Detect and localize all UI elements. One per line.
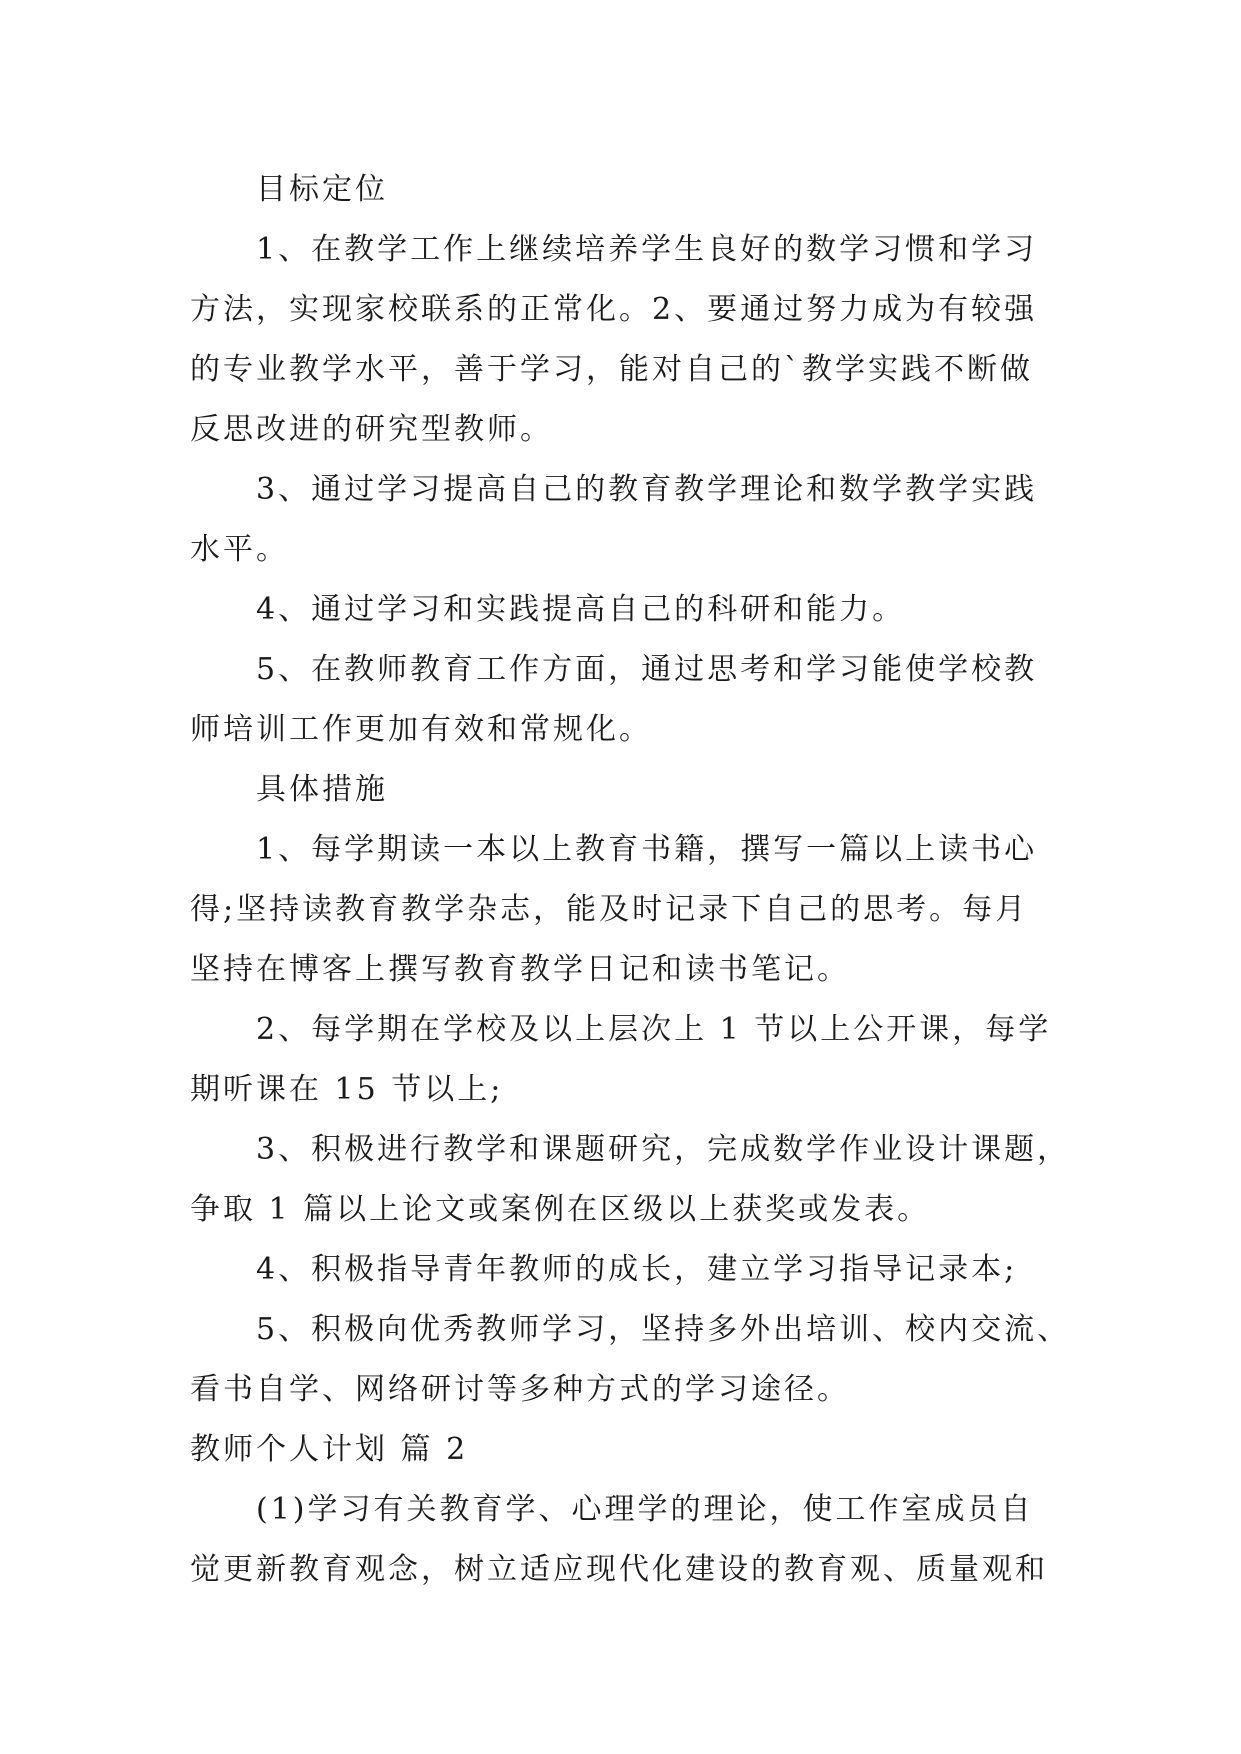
paragraph-line: 4、通过学习和实践提高自己的科研和能力。 (256, 592, 906, 627)
paragraph-line: 1、每学期读一本以上教育书籍，撰写一篇以上读书心 (256, 832, 1038, 867)
paragraph-line: 坚持在博客上撰写教育教学日记和读书笔记。 (190, 952, 850, 987)
section-heading-measures: 具体措施 (256, 772, 388, 807)
paragraph-line: 4、积极指导青年教师的成长，建立学习指导记录本; (256, 1252, 1018, 1287)
paragraph-line: 方法，实现家校联系的正常化。2、要通过努力成为有较强 (190, 292, 1038, 327)
paragraph-line: 水平。 (190, 532, 289, 567)
paragraph-line: 5、在教师教育工作方面，通过思考和学习能使学校教 (256, 652, 1038, 687)
paragraph-line: 觉更新教育观念，树立适应现代化建设的教育观、质量观和 (190, 1552, 1048, 1587)
document-body (190, 160, 1071, 1600)
paragraph-line: 5、积极向优秀教师学习，坚持多外出培训、校内交流、 (256, 1312, 1071, 1347)
paragraph-line: 2、每学期在学校及以上层次上 1 节以上公开课，每学 (256, 1012, 1052, 1047)
paragraph-line: 得;坚持读教育教学杂志，能及时记录下自己的思考。每月 (190, 892, 1029, 927)
article-title-part-2: 教师个人计划 篇 2 (190, 1432, 469, 1467)
paragraph-line: 师培训工作更加有效和常规化。 (190, 712, 652, 747)
paragraph-line: 3、积极进行教学和课题研究，完成数学作业设计课题， (256, 1132, 1071, 1167)
paragraph-line: 反思改进的研究型教师。 (190, 412, 553, 447)
paragraph-line: 争取 1 篇以上论文或案例在区级以上获奖或发表。 (190, 1192, 931, 1227)
paragraph-line: 1、在教学工作上继续培养学生良好的数学习惯和学习 (256, 232, 1038, 267)
paragraph-line: 看书自学、网络研讨等多种方式的学习途径。 (190, 1372, 850, 1407)
paragraph-line: (1)学习有关教育学、心理学的理论，使工作室成员自 (256, 1492, 1034, 1527)
paragraph-line: 期听课在 15 节以上; (190, 1072, 504, 1107)
paragraph-line: 的专业教学水平，善于学习，能对自己的`教学实践不断做 (190, 352, 1033, 387)
paragraph-line: 3、通过学习提高自己的教育教学理论和数学教学实践 (256, 472, 1038, 507)
section-heading-goals: 目标定位 (256, 172, 388, 207)
